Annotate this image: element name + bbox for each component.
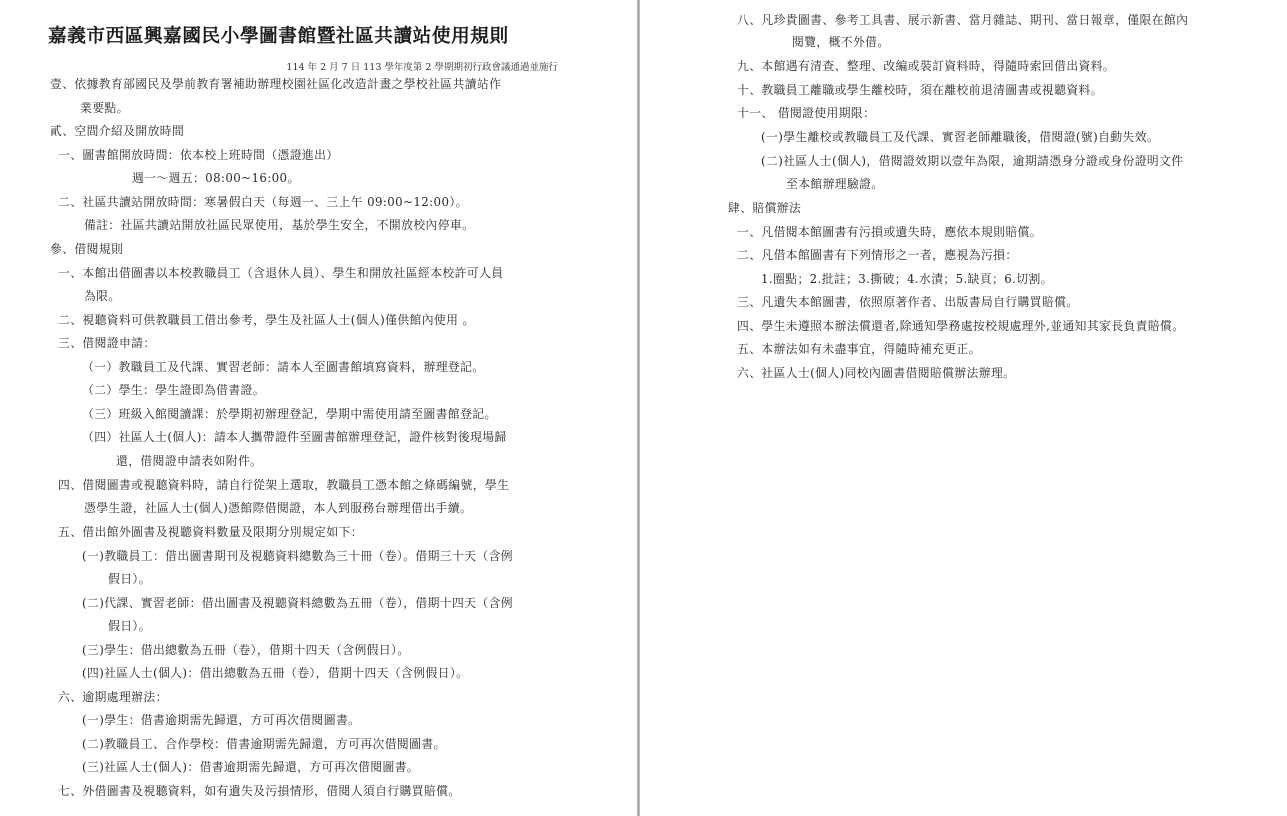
right-text-line: 五、本辦法如有未盡事宜，得隨時補充更正。 xyxy=(737,342,981,356)
left-text-line: （三）班級入館閱讀課：於學期初辦理登記，學期中需使用請至圖書館登記。 xyxy=(82,407,497,421)
right-page xyxy=(640,0,1287,816)
left-text-line: 業要點。 xyxy=(80,101,129,115)
left-text-line: 一、圖書館開放時間：依本校上班時間（憑證進出） xyxy=(58,148,339,162)
left-text-line: 為限。 xyxy=(84,289,121,303)
right-text-line: 三、凡遺失本館圖書，依照原著作者、出版書局自行購買賠償。 xyxy=(737,295,1079,309)
left-text-line: （二）學生：學生證即為借書證。 xyxy=(82,383,265,397)
right-text-line: 閱覽，概不外借。 xyxy=(792,35,890,49)
left-text-line: 參、借閱規則 xyxy=(50,242,124,256)
right-text-line: 一、凡借閱本館圖書有污損或遺失時，應依本規則賠償。 xyxy=(737,225,1042,239)
left-text-line: (一)學生：借書逾期需先歸還，方可再次借閱圖書。 xyxy=(82,713,361,727)
left-text-line: 假日）。 xyxy=(108,572,151,586)
right-text-line: 八、凡珍貴圖書、參考工具書、展示新書、當月雜誌、期刊、當日報章，僅限在館內 xyxy=(737,13,1189,27)
left-text-line: (二)教職員工、合作學校：借書逾期需先歸還，方可再次借閱圖書。 xyxy=(82,737,446,751)
left-text-line: (四)社區人士(個人)：借出總數為五冊（卷），借期十四天（含例假日）。 xyxy=(82,666,469,680)
right-text-line: 至本館辦理驗證。 xyxy=(786,177,884,191)
left-text-line: （一）教職員工及代課、實習老師：請本人至圖書館填寫資料，辦理登記。 xyxy=(82,360,485,374)
document-title: 嘉義市西區興嘉國民小學圖書館暨社區共讀站使用規則 xyxy=(48,26,509,47)
left-text-line: 憑學生證，社區人士(個人)憑館際借閱證，本人到服務台辦理借出手續。 xyxy=(84,501,473,515)
right-text-line: (二)社區人士(個人)，借閱證效期以壹年為限，逾期請憑身分證或身份證明文件 xyxy=(761,154,1184,168)
left-text-line: （四）社區人士(個人)：請本人攜帶證件至圖書館辦理登記，證件核對後現場歸 xyxy=(82,430,507,444)
left-text-line: 二、視聽資料可供教職員工借出參考，學生及社區人士(個人)僅供館內使用 。 xyxy=(58,313,475,327)
right-text-line: 1.圈點；2.批註；3.撕破；4.水漬；5.缺頁；6.切割。 xyxy=(761,272,1053,286)
left-text-line: 三、借閱證申請： xyxy=(58,336,156,350)
right-text-line: 十、教職員工離職或學生離校時，須在離校前退清圖書或視聽資料。 xyxy=(737,83,1103,97)
left-text-line: 二、社區共讀站開放時間：寒暑假白天（每週一、三上午 09:00~12:00）。 xyxy=(58,195,468,209)
left-text-line: 還，借閱證申請表如附件。 xyxy=(116,454,263,468)
left-text-line: (三)學生：借出總數為五冊（卷），借期十四天（含例假日）。 xyxy=(82,643,410,657)
right-text-line: 六、社區人士(個人)同校內圖書借閱賠償辦法辦理。 xyxy=(737,366,1016,380)
left-text-line: 一、本館出借圖書以本校教職員工（含退休人員）、學生和開放社區經本校許可人員 xyxy=(58,266,504,280)
left-text-line: (三)社區人士(個人)：借書逾期需先歸還，方可再次借閱圖書。 xyxy=(82,760,420,774)
left-text-line: 七、外借圖書及視聽資料，如有遺失及污損情形，借閱人須自行購買賠償。 xyxy=(58,784,461,798)
left-text-line: 貳、空間介紹及開放時間 xyxy=(50,124,185,138)
right-text-line: 四、學生未遵照本辦法償還者,除通知學務處按校規處理外,並通知其家長負責賠償。 xyxy=(737,319,1185,333)
right-text-line: (一)學生離校或教職員工及代課、實習老師離職後，借閱證(號)自動失效。 xyxy=(761,130,1160,144)
document-subtitle: 114 年 2 月 7 日 113 學年度第 2 學期期初行政會議通過並施行 xyxy=(286,62,558,73)
left-text-line: 五、借出館外圖書及視聽資料數量及限期分別規定如下： xyxy=(58,525,363,539)
left-text-line: 六、逾期處理辦法： xyxy=(58,690,168,704)
left-text-line: 週一～週五：08:00~16:00。 xyxy=(132,171,300,185)
left-text-line: (二)代課、實習老師：借出圖書及視聽資料總數為五冊（卷），借期十四天（含例 xyxy=(82,596,513,610)
left-text-line: 四、借閱圖書或視聽資料時，請自行從架上選取，教職員工憑本館之條碼編號，學生 xyxy=(58,478,510,492)
right-text-line: 二、凡借本館圖書有下列情形之一者，應視為污損： xyxy=(737,248,1018,262)
left-text-line: 備註：社區共讀站開放社區民眾使用，基於學生安全，不開放校內停車。 xyxy=(84,218,475,232)
right-text-line: 十一、 借閱證使用期限： xyxy=(737,106,876,120)
right-text-line: 肆、賠償辦法 xyxy=(728,201,802,215)
left-text-line: 假日）。 xyxy=(108,619,151,633)
left-page xyxy=(0,0,637,816)
left-text-line: (一)教職員工：借出圖書期刊及視聽資料總數為三十冊（卷）。借期三十天（含例 xyxy=(82,549,513,563)
right-text-line: 九、本館遇有清查、整理、改編或裝訂資料時，得隨時索回借出資料。 xyxy=(737,59,1116,73)
left-text-line: 壹、依據教育部國民及學前教育署補助辦理校園社區化改造計畫之學校社區共讀站作 xyxy=(50,77,502,91)
